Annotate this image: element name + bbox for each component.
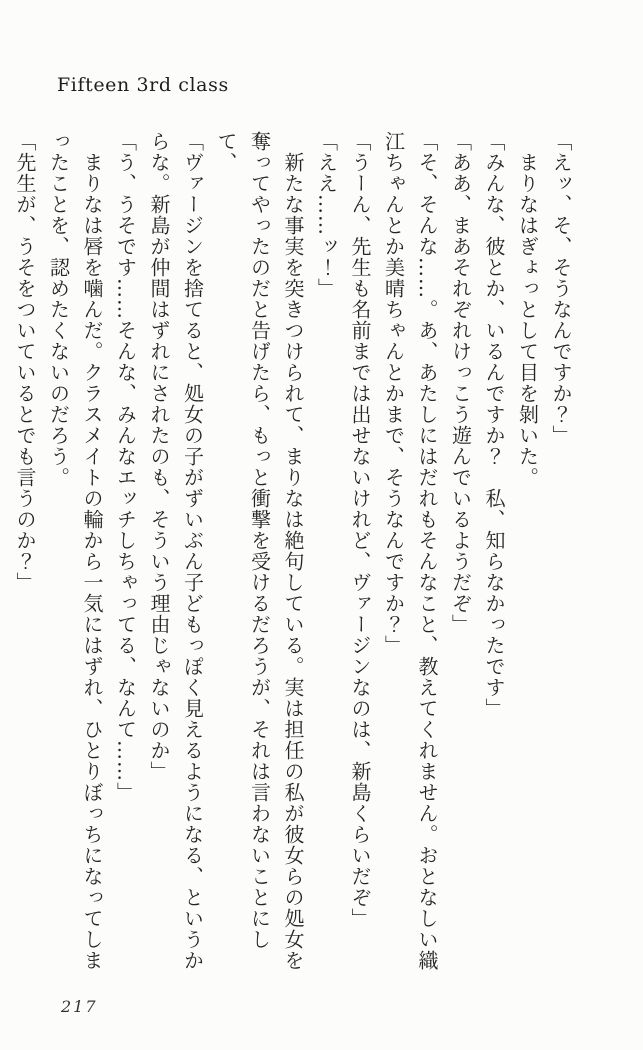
text-line: まりなはぎょっとして目を剝いた。 [515,152,540,488]
text-line: 「ヴァージンを捨てると、処女の子がずいぶん子どもっぽく見えるようになる、というか [180,131,205,971]
text-line: 「ああ、まあそれぞれけっこう遊んでいるようだぞ」 [448,131,473,635]
text-line: 「先生が、うそをついているとでも言うのか？」 [13,131,37,593]
text-line: 「えッ、そ、そうなんですか？」 [549,131,573,446]
running-header: Fifteen 3rd class [57,74,229,96]
text-line: ったことを、認めたくないのだろう。 [46,131,71,488]
page-number: 217 [61,997,98,1016]
text-line: まりなは唇を噛んだ。クラスメイトの輪から一気にはずれ、ひとりぼっちになってしま [80,152,104,971]
text-line: 「そ、そんな……。あ、あたしにはだれもそんなこと、教えてくれません。おとなしい織 [415,131,439,971]
text-line: 江ちゃんとか美晴ちゃんとかまで、そうなんですか？」 [381,131,406,656]
text-line: 「う、うそです……そんな、みんなエッチしちゃってる、なんて……」 [113,131,138,803]
body-text-vertical [8,131,578,971]
text-line: 「ええ……ッ！」 [314,131,339,299]
text-line: らな。新島が仲間はずれにされたのも、そういう理由じゃないのか」 [147,131,171,782]
text-line: 「みんな、彼とか、いるんですか？ 私、知らなかったです」 [482,131,506,719]
text-line: 奪ってやったのだと告げたら、もっと衝撃を受けるだろうが、それは言わないことにして、 [214,131,272,950]
text-line: 「うーん、先生も名前までは出せないけれど、ヴァージンなのは、新島くらいだぞ」 [348,131,372,929]
text-line: 新たな事実を突きつけられて、まりなは絶句している。実は担任の私が彼女らの処女を [281,152,305,971]
